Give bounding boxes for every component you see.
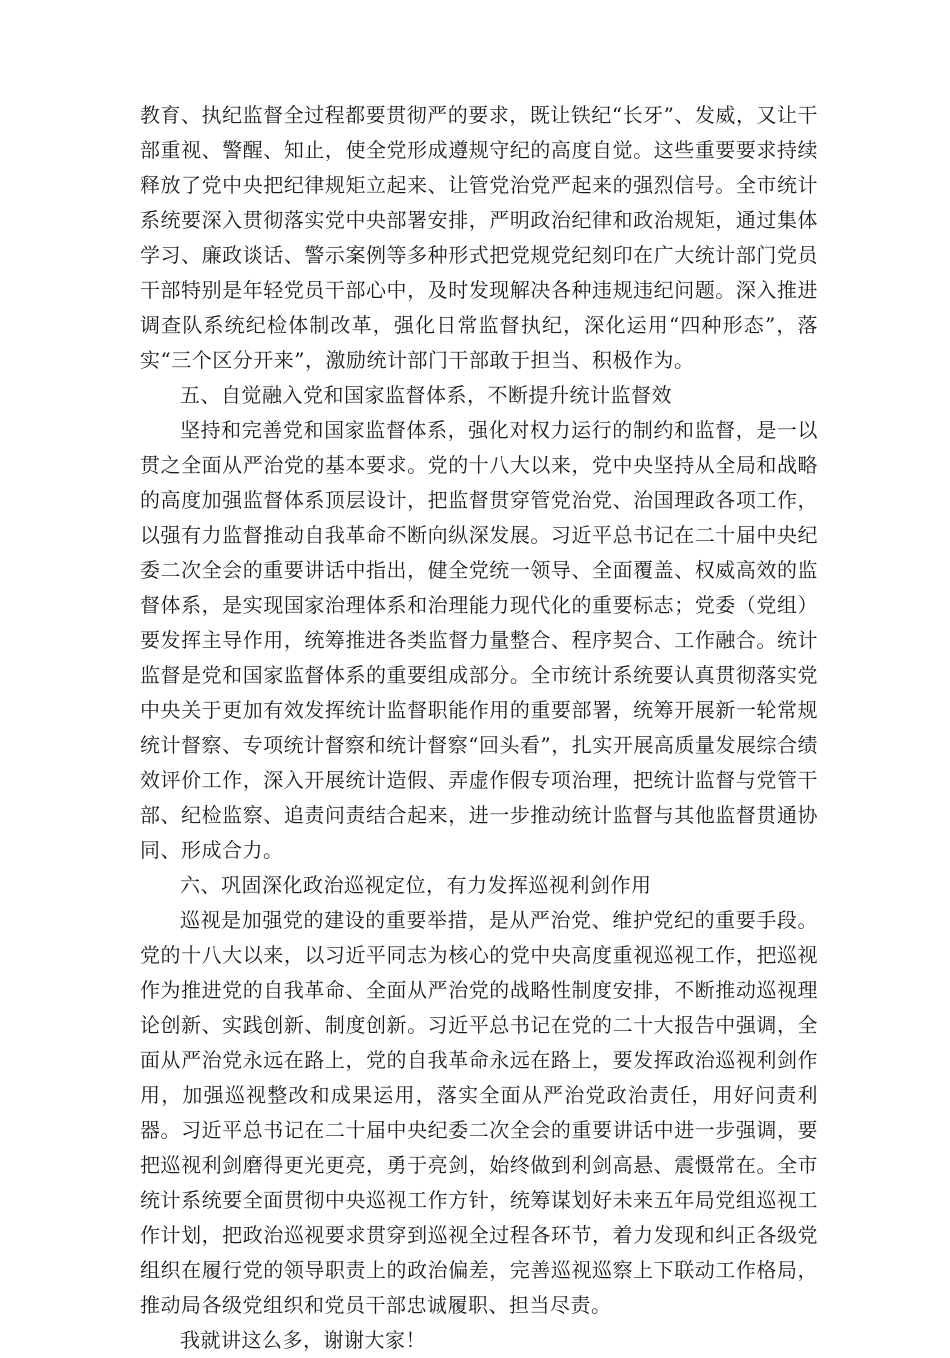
paragraph-inspection: 巡视是加强党的建设的重要举措，是从严治党、维护党纪的重要手段。党的十八大以来，以习近平同志为核心的党中央高度重视巡视工作，把巡视作为推进党的自我革命、全面从严治党的战略性制度安排，不断推动巡视理论创新、实践创新、制度创新。习近平总书记在党的二十大报告中强调，全面从严治党永远在路上，党的自我革命永远在路上，要发挥政治巡视利剑作用，加强巡视整改和成果运用，落实全面从严治党政治责任，用好问责利器。习近平总书记在二十届中央纪委二次全会的重要讲话中进一步强调，要把巡视利剑磨得更光更亮，勇于亮剑，始终做到利剑高悬、震慑常在。全市统计系统要全面贯彻中央巡视工作方针，统筹谋划好未来五年局党组巡视工作计划，把政治巡视要求贯穿到巡视全过程各环节，着力发现和纠正各级党组织在履行党的领导职责上的政治偏差，完善巡视巡察上下联动工作格局，推动局各级党组织和党员干部忠诚履职、担当尽责。 xyxy=(140,908,818,1317)
document-body xyxy=(140,98,818,1358)
paragraph-closing: 我就讲这么多，谢谢大家！ xyxy=(180,1328,426,1352)
paragraph-discipline-continuation: 教育、执纪监督全过程都要贯彻严的要求，既让铁纪“长牙”、发威，又让干部重视、警醒、知止，使全党形成遵规守纪的高度自觉。这些重要要求持续释放了党中央把纪律规矩立起来、让管党治党严起来的强烈信号。全市统计系统要深入贯彻落实党中央部署安排，严明政治纪律和政治规矩，通过集体学习、廉政谈话、警示案例等多种形式把党规党纪刻印在广大统计部门党员干部特别是年轻党员干部心中，及时发现解决各种违规违纪问题。深入推进调查队系统纪检体制改革，强化日常监督执纪，深化运用“四种形态”，落实“三个区分开来”，激励统计部门干部敢于担当、积极作为。 xyxy=(140,103,818,372)
paragraph-supervision: 坚持和完善党和国家监督体系，强化对权力运行的制约和监督，是一以贯之全面从严治党的基本要求。党的十八大以来，党中央坚持从全局和战略的高度加强监督体系顶层设计，把监督贯穿管党治党、治国理政各项工作，以强有力监督推动自我革命不断向纵深发展。习近平总书记在二十届中央纪委二次全会的重要讲话中指出，健全党统一领导、全面覆盖、权威高效的监督体系，是实现国家治理体系和治理能力现代化的重要标志；党委（党组）要发挥主导作用，统筹推进各类监督力量整合、程序契合、工作融合。统计监督是党和国家监督体系的重要组成部分。全市统计系统要认真贯彻落实党中央关于更加有效发挥统计监督职能作用的重要部署，统筹开展新一轮常规统计督察、专项统计督察和统计督察“回头看”，扎实开展高质量发展综合绩效评价工作，深入开展统计造假、弄虚作假专项治理，把统计监督与党管干部、纪检监察、追责问责结合起来，进一步推动统计监督与其他监督贯通协同、形成合力。 xyxy=(140,418,818,862)
section-heading-five: 五、自觉融入党和国家监督体系，不断提升统计监督效 xyxy=(180,383,672,407)
section-heading-six: 六、巩固深化政治巡视定位，有力发挥巡视利剑作用 xyxy=(180,873,652,897)
